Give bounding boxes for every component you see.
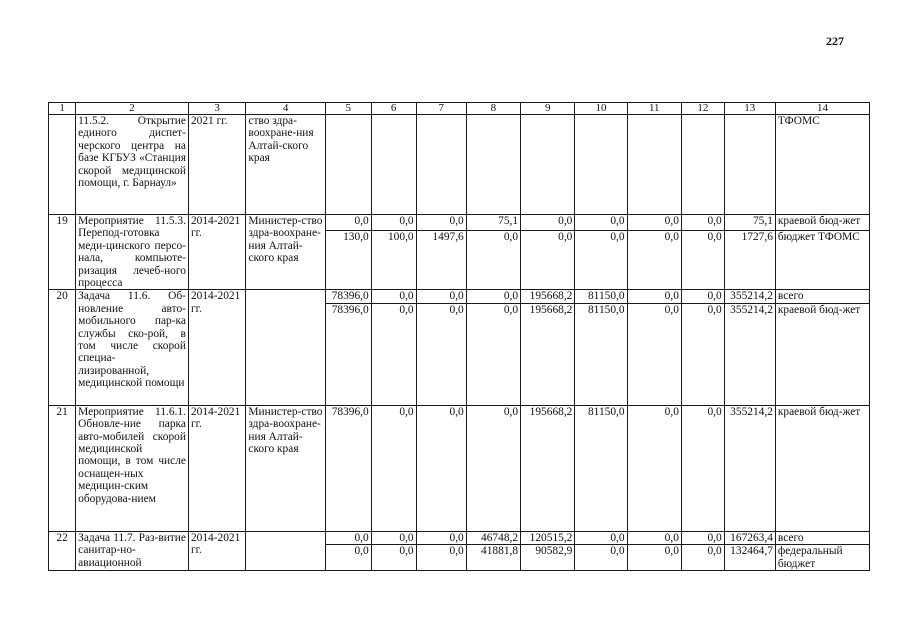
value-cell (724, 115, 775, 215)
value-cell: 0,0 (681, 290, 724, 303)
value-cell: 0,0 (371, 215, 416, 231)
funding-source: краевой бюд-жет (775, 215, 869, 231)
column-header: 11 (627, 103, 681, 115)
row-number: 22 (49, 531, 76, 570)
value-cell: 355214,2 (724, 303, 775, 405)
value-cell: 120515,2 (521, 531, 575, 544)
column-header: 12 (681, 103, 724, 115)
value-cell: 355214,2 (724, 290, 775, 303)
value-cell (521, 115, 575, 215)
value-cell: 0,0 (466, 303, 520, 405)
value-cell: 0,0 (681, 215, 724, 231)
value-cell: 46748,2 (466, 531, 520, 544)
value-cell: 0,0 (325, 531, 371, 544)
value-cell: 0,0 (466, 405, 520, 531)
period: 2021 гг. (188, 115, 245, 215)
value-cell (575, 115, 627, 215)
value-cell: 0,0 (416, 290, 466, 303)
row-number (49, 115, 76, 215)
funding-source: бюджет ТФОМС (775, 230, 869, 290)
measure-name: Задача 11.6. Об-новление авто-мобильного пар-ка службы ско-рой, в том числе скорой специа-лизированной, медицинской помощи (76, 290, 189, 405)
value-cell: 0,0 (416, 531, 466, 544)
funding-source: федеральный бюджет (775, 545, 869, 571)
value-cell: 1497,6 (416, 230, 466, 290)
value-cell: 0,0 (681, 230, 724, 290)
value-cell: 0,0 (466, 290, 520, 303)
value-cell: 0,0 (521, 230, 575, 290)
value-cell: 0,0 (521, 215, 575, 231)
value-cell: 0,0 (627, 531, 681, 544)
program-table (48, 102, 870, 571)
value-cell: 75,1 (724, 215, 775, 231)
value-cell: 0,0 (371, 545, 416, 571)
column-header: 10 (575, 103, 627, 115)
value-cell: 132464,7 (724, 545, 775, 571)
value-cell: 0,0 (681, 405, 724, 531)
value-cell: 0,0 (627, 303, 681, 405)
value-cell: 130,0 (325, 230, 371, 290)
value-cell (681, 115, 724, 215)
value-cell: 78396,0 (325, 405, 371, 531)
value-cell: 0,0 (466, 230, 520, 290)
value-cell: 195668,2 (521, 303, 575, 405)
funding-source: ТФОМС (775, 115, 869, 215)
column-header: 4 (246, 103, 325, 115)
measure-name: Мероприятие 11.5.3. Перепод-готовка меди-цинского персо-нала, компьюте-ризация лечеб-ного процесса (76, 215, 189, 290)
value-cell: 0,0 (371, 405, 416, 531)
column-header: 8 (466, 103, 520, 115)
value-cell: 0,0 (371, 290, 416, 303)
table-row (49, 115, 870, 215)
table-row (49, 531, 870, 544)
value-cell: 355214,2 (724, 405, 775, 531)
executor: Министер-ство здра-воохране-ния Алтай-ского края (246, 405, 325, 531)
value-cell (371, 115, 416, 215)
executor (246, 531, 325, 570)
column-number-row (49, 103, 870, 115)
column-header: 2 (76, 103, 189, 115)
value-cell (627, 115, 681, 215)
period: 2014-2021 гг. (188, 290, 245, 405)
value-cell: 0,0 (371, 531, 416, 544)
value-cell: 0,0 (627, 215, 681, 231)
column-header: 9 (521, 103, 575, 115)
value-cell: 1727,6 (724, 230, 775, 290)
value-cell: 81150,0 (575, 290, 627, 303)
executor: Министер-ство здра-воохране-ния Алтай-ского края (246, 215, 325, 290)
executor (246, 290, 325, 405)
value-cell: 0,0 (325, 545, 371, 571)
value-cell: 0,0 (681, 531, 724, 544)
funding-source: краевой бюд-жет (775, 405, 869, 531)
value-cell: 0,0 (575, 215, 627, 231)
value-cell: 0,0 (325, 215, 371, 231)
row-number: 19 (49, 215, 76, 290)
value-cell: 90582,9 (521, 545, 575, 571)
value-cell: 0,0 (416, 545, 466, 571)
period: 2014-2021 гг. (188, 405, 245, 531)
value-cell: 41881,8 (466, 545, 520, 571)
column-header: 6 (371, 103, 416, 115)
funding-source: всего (775, 531, 869, 544)
period: 2014-2021 гг. (188, 215, 245, 290)
column-header: 14 (775, 103, 869, 115)
page-number: 227 (826, 34, 844, 48)
value-cell: 78396,0 (325, 303, 371, 405)
column-header: 3 (188, 103, 245, 115)
value-cell (325, 115, 371, 215)
value-cell (416, 115, 466, 215)
value-cell: 0,0 (416, 215, 466, 231)
value-cell: 195668,2 (521, 290, 575, 303)
value-cell: 0,0 (681, 545, 724, 571)
value-cell: 0,0 (627, 290, 681, 303)
value-cell (466, 115, 520, 215)
measure-name: Задача 11.7. Раз-витие санитар-но-авиационной (76, 531, 189, 570)
column-header: 5 (325, 103, 371, 115)
column-header: 13 (724, 103, 775, 115)
value-cell: 78396,0 (325, 290, 371, 303)
measure-name: 11.5.2. Открытие единого диспет-черского центра на базе КГБУЗ «Станция скорой медицинской помощи, г. Барнаул» (76, 115, 189, 215)
value-cell: 100,0 (371, 230, 416, 290)
value-cell: 0,0 (416, 405, 466, 531)
value-cell: 167263,4 (724, 531, 775, 544)
value-cell: 81150,0 (575, 405, 627, 531)
value-cell: 81150,0 (575, 303, 627, 405)
column-header: 7 (416, 103, 466, 115)
value-cell: 0,0 (575, 545, 627, 571)
value-cell: 0,0 (575, 230, 627, 290)
funding-source: краевой бюд-жет (775, 303, 869, 405)
table-row (49, 290, 870, 303)
value-cell: 0,0 (627, 230, 681, 290)
value-cell: 0,0 (681, 303, 724, 405)
value-cell: 0,0 (371, 303, 416, 405)
value-cell: 0,0 (627, 545, 681, 571)
value-cell: 75,1 (466, 215, 520, 231)
value-cell: 0,0 (416, 303, 466, 405)
funding-source: всего (775, 290, 869, 303)
period: 2014-2021 гг. (188, 531, 245, 570)
value-cell: 0,0 (575, 531, 627, 544)
row-number: 20 (49, 290, 76, 405)
value-cell: 195668,2 (521, 405, 575, 531)
row-number: 21 (49, 405, 76, 531)
executor: ство здра-воохране-ния Алтай-ского края (246, 115, 325, 215)
table-row (49, 405, 870, 531)
value-cell: 0,0 (627, 405, 681, 531)
measure-name: Мероприятие 11.6.1. Обновле-ние парка авто-мобилей скорой медицинской помощи, в том числе оснащен-ных медицин-ским оборудова-нием (76, 405, 189, 531)
column-header: 1 (49, 103, 76, 115)
table-row (49, 215, 870, 231)
